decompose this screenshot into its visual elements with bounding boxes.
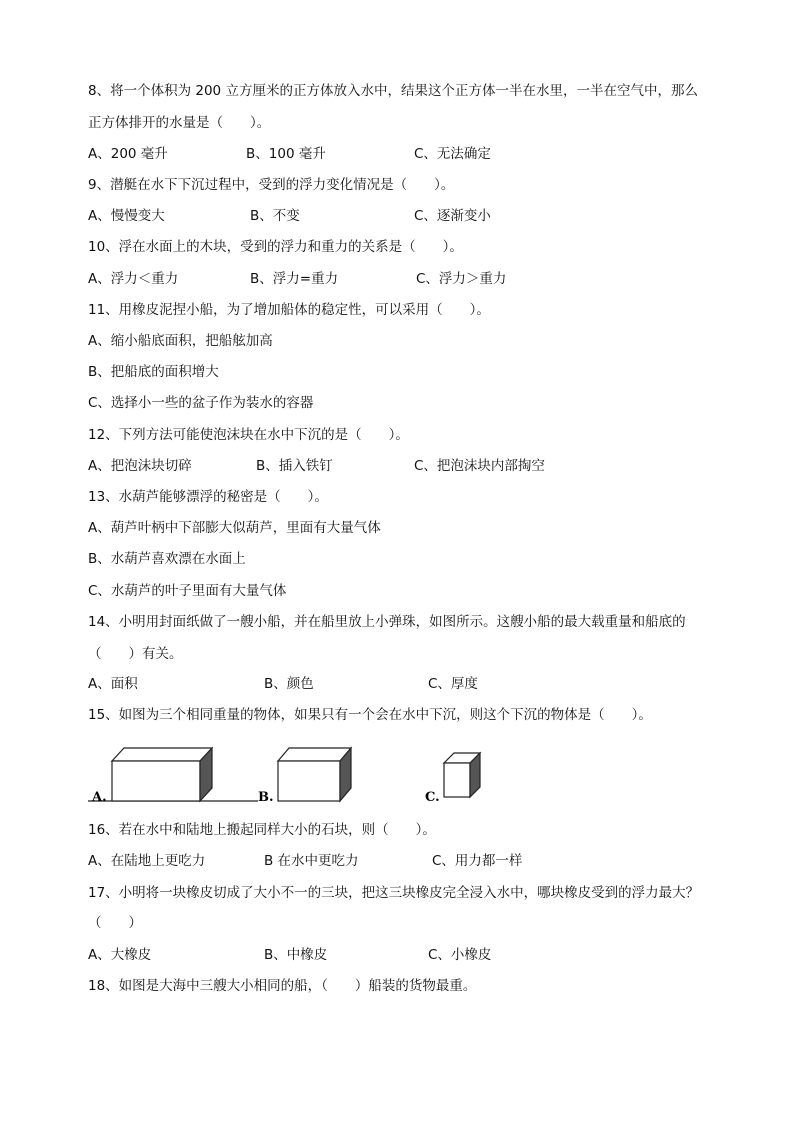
q8-stem-line2: 正方体排开的水量是（ ）。 bbox=[88, 115, 271, 131]
q15-label-a: A. bbox=[92, 790, 107, 805]
q13-option-b: B、水葫芦喜欢漂在水面上 bbox=[88, 551, 246, 567]
q9-option-c: C、逐渐变小 bbox=[414, 208, 491, 224]
q10-option-a: A、浮力＜重力 bbox=[88, 271, 179, 287]
q16-option-c: C、用力都一样 bbox=[432, 853, 523, 869]
q17-option-a: A、大橡皮 bbox=[88, 947, 152, 963]
q16-option-a: A、在陆地上更吃力 bbox=[88, 853, 206, 869]
q11-option-a: A、缩小船底面积，把船舷加高 bbox=[88, 333, 273, 349]
q15-label-c: C. bbox=[425, 790, 440, 805]
q11-stem: 11、用橡皮泥捏小船，为了增加船体的稳定性，可以采用（ ）。 bbox=[88, 302, 490, 318]
q13-option-a: A、葫芦叶柄中下部膨大似葫芦，里面有大量气体 bbox=[88, 520, 381, 536]
q13-stem: 13、水葫芦能够漂浮的秘密是（ ）。 bbox=[88, 489, 328, 505]
q17-option-c: C、小橡皮 bbox=[428, 947, 492, 963]
q12-option-a: A、把泡沫块切碎 bbox=[88, 458, 192, 474]
q16-option-b: B 在水中更吃力 bbox=[264, 853, 359, 869]
q11-option-c: C、选择小一些的盆子作为装水的容器 bbox=[88, 395, 314, 411]
q14-stem-line2: （ ）有关。 bbox=[88, 646, 183, 662]
q17-stem-line2: （ ） bbox=[88, 915, 142, 931]
q14-option-a: A、面积 bbox=[88, 676, 138, 692]
q8-option-c: C、无法确定 bbox=[414, 146, 491, 162]
q15-figure-blocks bbox=[88, 718, 508, 810]
q13-option-c: C、水葫芦的叶子里面有大量气体 bbox=[88, 583, 287, 599]
q10-option-b: B、浮力=重力 bbox=[250, 271, 339, 287]
q17-stem-line1: 17、小明将一块橡皮切成了大小不一的三块，把这三块橡皮完全浸入水中，哪块橡皮受到的浮力最大？ bbox=[88, 885, 700, 901]
q9-stem: 9、潜艇在水下下沉过程中，受到的浮力变化情况是（ ）。 bbox=[88, 177, 455, 193]
q10-stem: 10、浮在水面上的木块，受到的浮力和重力的关系是（ ）。 bbox=[88, 239, 463, 255]
q9-option-a: A、慢慢变大 bbox=[88, 208, 165, 224]
q10-option-c: C、浮力＞重力 bbox=[416, 271, 507, 287]
q8-option-b: B、100 毫升 bbox=[246, 146, 326, 162]
q15-block-a bbox=[112, 748, 212, 801]
q11-option-b: B、把船底的面积增大 bbox=[88, 364, 219, 380]
q18-stem: 18、如图是大海中三艘大小相同的船，（ ）船装的货物最重。 bbox=[88, 978, 477, 994]
q8-option-a: A、200 毫升 bbox=[88, 146, 168, 162]
q14-stem-line1: 14、小明用封面纸做了一艘小船，并在船里放上小弹珠，如图所示。这艘小船的最大载重量和船底的 bbox=[88, 614, 686, 630]
q12-stem: 12、下列方法可能使泡沫块在水中下沉的是（ ）。 bbox=[88, 427, 409, 443]
q17-option-b: B、中橡皮 bbox=[264, 947, 328, 963]
q15-stem: 15、如图为三个相同重量的物体，如果只有一个会在水中下沉，则这个下沉的物体是（ ）。 bbox=[88, 707, 652, 723]
q14-option-c: C、厚度 bbox=[428, 676, 478, 692]
q12-option-b: B、插入铁钉 bbox=[256, 458, 333, 474]
q16-stem: 16、若在水中和陆地上搬起同样大小的石块，则（ ）。 bbox=[88, 822, 436, 838]
q14-option-b: B、颜色 bbox=[264, 676, 314, 692]
q9-option-b: B、不变 bbox=[250, 208, 300, 224]
q15-block-c bbox=[444, 753, 480, 797]
q12-option-c: C、把泡沫块内部掏空 bbox=[414, 458, 545, 474]
q15-label-b: B. bbox=[258, 790, 274, 805]
q8-stem-line1: 8、将一个体积为 200 立方厘米的正方体放入水中，结果这个正方体一半在水里，一半在空气中，那么 bbox=[88, 83, 698, 99]
q15-block-b bbox=[278, 748, 351, 801]
